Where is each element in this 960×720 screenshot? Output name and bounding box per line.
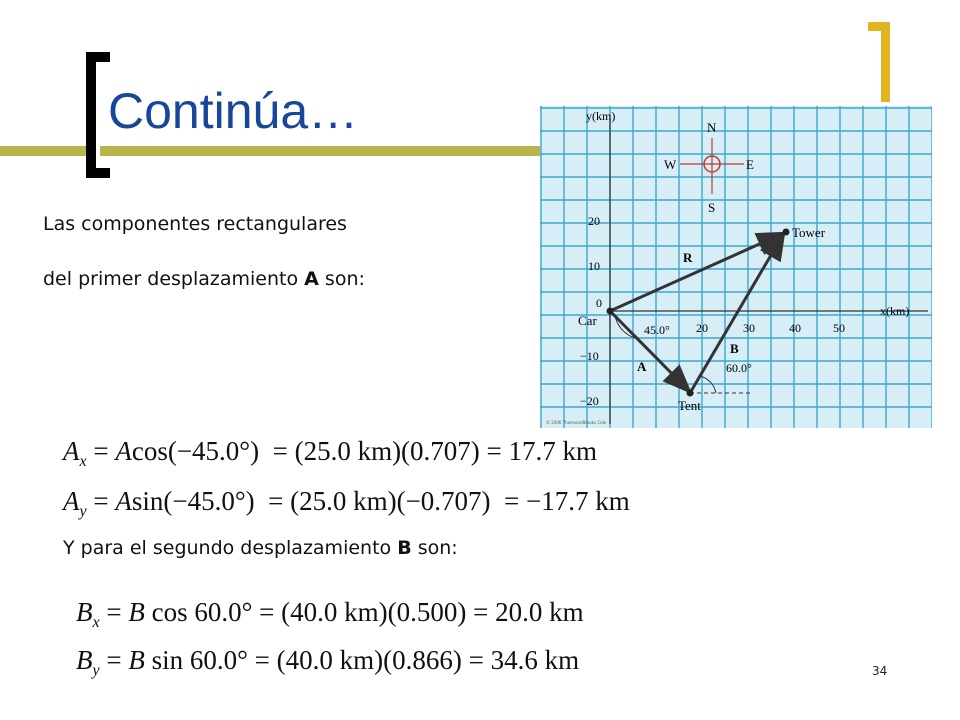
by-rhs: (40.0 km)(0.866): [276, 645, 462, 675]
ax-fn: cos(−45.0°): [131, 436, 260, 466]
compass-s: S: [708, 200, 716, 215]
ay-eq1: =: [93, 486, 109, 516]
ax-sub: x: [79, 453, 87, 470]
bx-fn-var: B: [128, 597, 145, 627]
x-tick-50: 50: [833, 321, 845, 335]
label-b: B: [730, 341, 739, 356]
y-tick-20: 20: [588, 214, 600, 228]
label-r: R: [683, 250, 693, 265]
by-eq2: =: [254, 645, 270, 675]
ay-lhs: A: [63, 486, 80, 516]
ay-fn-var: A: [115, 486, 132, 516]
figure-credit: © 2006 Thomson/Brooks Cole: [546, 420, 607, 425]
by-lhs: B: [76, 645, 93, 675]
bx-eq1: =: [106, 597, 122, 627]
by-eq1: =: [106, 645, 122, 675]
ay-rhs: (25.0 km)(−0.707): [290, 486, 491, 516]
x-tick-40: 40: [789, 321, 801, 335]
bx-fn: cos 60.0°: [151, 597, 253, 627]
bx-rhs: (40.0 km)(0.500) = 20.0 km: [281, 597, 584, 627]
tower-point: [783, 229, 790, 236]
tent-point: [687, 390, 694, 397]
label-angle-b: 60.0°: [726, 361, 752, 375]
second-line-prefix: Y para el segundo desplazamiento: [63, 537, 398, 559]
header-rule-left: [0, 146, 86, 156]
by-sub: y: [92, 662, 100, 679]
equation-by: [76, 645, 579, 680]
y-tick-10: 10: [588, 259, 600, 273]
label-tower: Tower: [792, 225, 826, 240]
compass-n: N: [707, 120, 717, 135]
compass-e: E: [746, 157, 754, 172]
ax-fn-var: A: [115, 436, 132, 466]
title-bracket-right: [868, 22, 890, 102]
label-a: A: [637, 359, 647, 374]
title-bracket-left: [86, 52, 110, 178]
intro-line-2-suffix: son:: [318, 268, 365, 290]
y-tick-neg20: −20: [580, 394, 599, 408]
equation-ay: [63, 486, 630, 521]
second-line-suffix: son:: [411, 537, 458, 559]
ay-sub: y: [79, 503, 87, 520]
slide-title: Continúa…: [108, 83, 359, 139]
ay-eq3: =: [504, 486, 520, 516]
ay-result: −17.7 km: [526, 486, 630, 516]
intro-line-2: [43, 268, 365, 290]
header-rule-right: [100, 146, 540, 156]
label-car: Car: [578, 313, 597, 328]
label-tent: Tent: [678, 398, 701, 413]
y-tick-neg10: −10: [580, 349, 599, 363]
ay-fn: sin(−45.0°): [131, 486, 255, 516]
x-axis-label: x(km): [880, 304, 910, 318]
ay-eq2: =: [268, 486, 284, 516]
y-tick-0: 0: [596, 296, 602, 310]
ax-eq2: =: [272, 436, 288, 466]
by-fn: sin 60.0°: [151, 645, 248, 675]
second-line: [63, 537, 458, 559]
intro-line-2-bold: A: [304, 268, 319, 290]
by-result: 34.6 km: [490, 645, 580, 675]
bx-sub: x: [92, 614, 100, 631]
x-tick-30: 30: [743, 321, 755, 335]
label-angle-a: 45.0°: [644, 323, 670, 337]
car-point: [607, 308, 614, 315]
compass-w: W: [664, 157, 677, 172]
bx-lhs: B: [76, 597, 93, 627]
equation-bx: [76, 597, 584, 632]
intro-line-2-prefix: del primer desplazamiento: [43, 268, 305, 290]
ax-rhs: (25.0 km)(0.707) = 17.7 km: [294, 436, 598, 466]
y-axis-label: y(km): [586, 109, 616, 123]
by-eq3: =: [468, 645, 484, 675]
second-line-bold: B: [397, 537, 412, 559]
intro-line-1: Las componentes rectangulares: [43, 213, 347, 235]
bx-eq2: =: [259, 597, 275, 627]
equation-ax: [63, 436, 597, 471]
ax-lhs: A: [63, 436, 80, 466]
page-number: 34: [872, 664, 888, 678]
ax-eq1: =: [93, 436, 109, 466]
displacement-figure: [540, 106, 932, 428]
x-tick-20: 20: [696, 321, 708, 335]
by-fn-var: B: [128, 645, 145, 675]
